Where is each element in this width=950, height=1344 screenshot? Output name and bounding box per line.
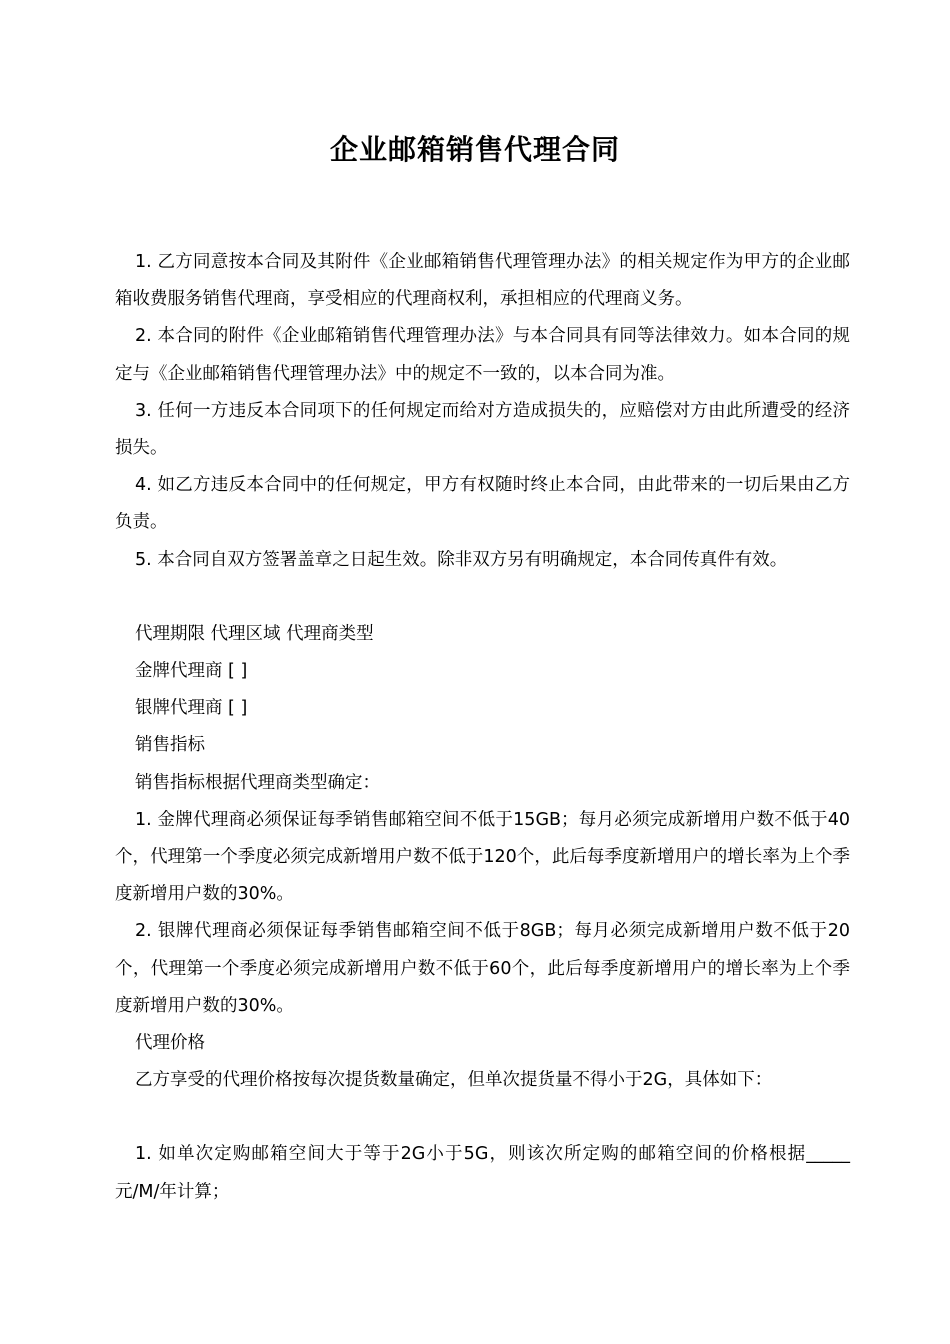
- silver-agent-option: 银牌代理商 [ ]: [135, 698, 248, 719]
- price-item-1: 1. 如单次定购邮箱空间大于等于2G小于5G，则该次所定购的邮箱空间的价格根据_____元/M/年计算；: [115, 1144, 850, 1202]
- agent-header: 代理期限 代理区域 代理商类型: [135, 623, 374, 644]
- document-body: [115, 244, 850, 1211]
- document-title: 企业邮箱销售代理合同: [329, 133, 620, 166]
- sales-intro: 销售指标根据代理商类型确定：: [135, 772, 380, 793]
- sales-item-2: 2. 银牌代理商必须保证每季销售邮箱空间不低于8GB；每月必须完成新增用户数不低于20个，代理第一个季度必须完成新增用户数不低于60个，此后每季度新增用户的增长率为上个季度新增用户数的30%。: [115, 921, 850, 1016]
- spacer: [115, 579, 850, 616]
- clause-4: 4. 如乙方违反本合同中的任何规定，甲方有权随时终止本合同，由此带来的一切后果由乙方负责。: [115, 475, 850, 533]
- sales-item-1: 1. 金牌代理商必须保证每季销售邮箱空间不低于15GB；每月必须完成新增用户数不低于40个，代理第一个季度必须完成新增用户数不低于120个，此后每季度新增用户的增长率为上个季度新增用户数的30%。: [115, 809, 850, 905]
- clause-2: 2. 本合同的附件《企业邮箱销售代理管理办法》与本合同具有同等法律效力。如本合同的规定与《企业邮箱销售代理管理办法》中的规定不一致的，以本合同为准。: [115, 326, 850, 384]
- price-heading: 代理价格: [135, 1033, 205, 1054]
- clause-3: 3. 任何一方违反本合同项下的任何规定而给对方造成损失的，应赔偿对方由此所遭受的经济损失。: [115, 400, 850, 459]
- gold-agent-option: 金牌代理商 [ ]: [135, 661, 248, 682]
- spacer: [115, 1099, 850, 1136]
- price-intro: 乙方享受的代理价格按每次提货数量确定，但单次提货量不得小于2G，具体如下：: [135, 1070, 773, 1091]
- sales-heading: 销售指标: [135, 735, 205, 756]
- clause-1: 1. 乙方同意按本合同及其附件《企业邮箱销售代理管理办法》的相关规定作为甲方的企业邮箱收费服务销售代理商，享受相应的代理商权利，承担相应的代理商义务。: [115, 252, 850, 310]
- clause-5: 5. 本合同自双方签署盖章之日起生效。除非双方另有明确规定，本合同传真件有效。: [135, 549, 788, 570]
